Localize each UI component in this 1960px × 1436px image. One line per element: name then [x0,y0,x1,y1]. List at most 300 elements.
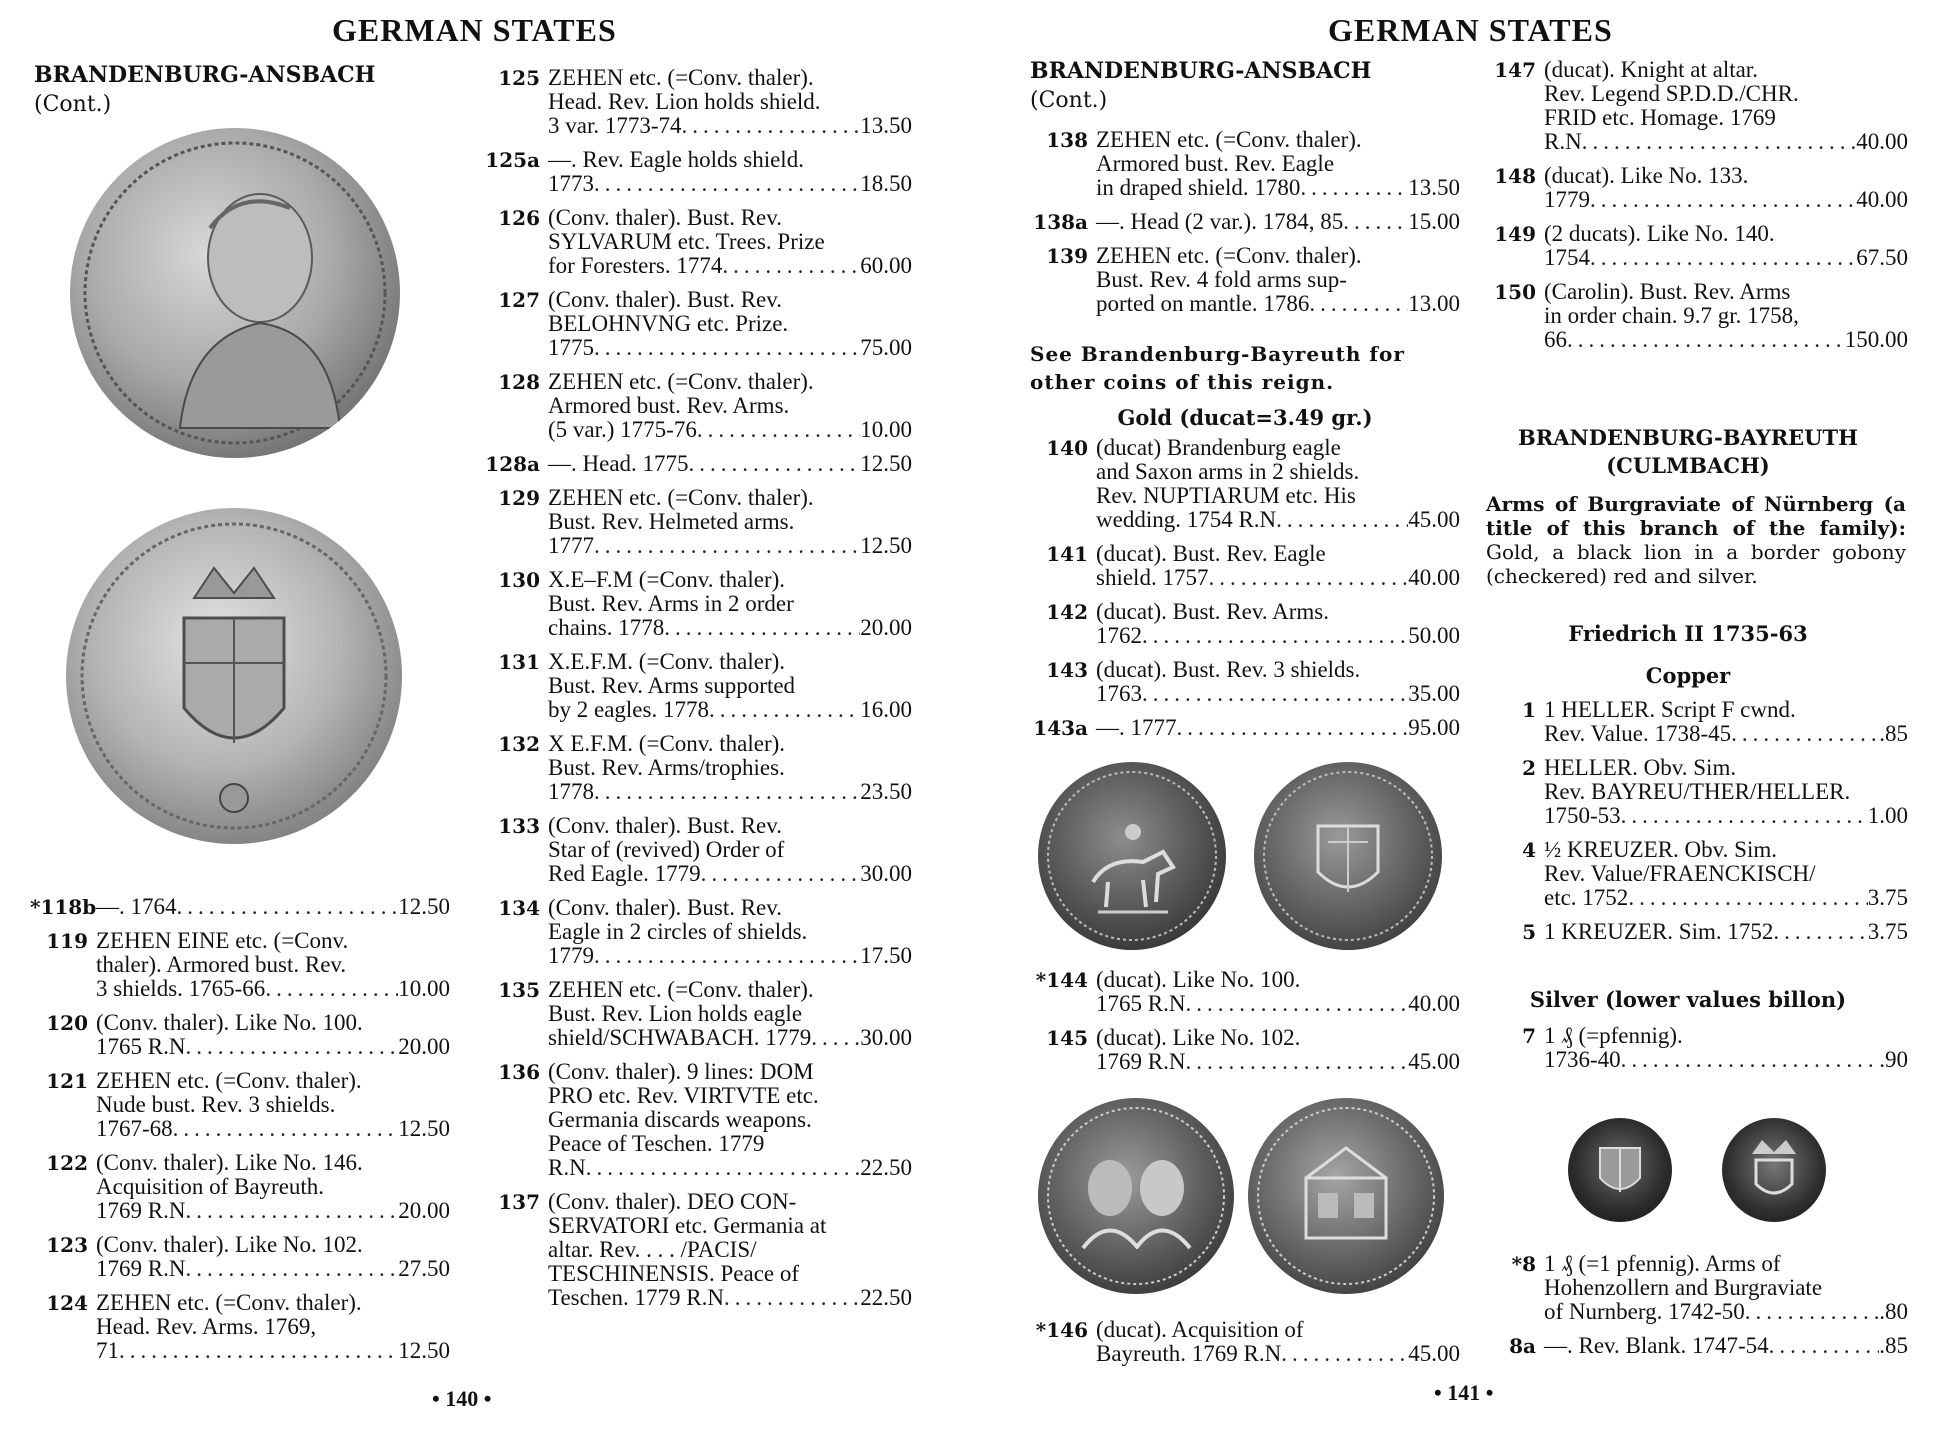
price: 13.50 [860,113,912,138]
page-header: GERMAN STATES [332,12,617,48]
two-busts-icon [1038,1098,1234,1294]
price: 15.00 [1408,209,1460,234]
entry-line: SYLVARUM etc. Trees. Prize [548,230,825,254]
entry-line: Nude bust. Rev. 3 shields. [96,1093,336,1117]
entry-line: and Saxon arms in 2 shields. [1096,460,1360,484]
price: 45.00 [1408,507,1460,532]
catalog-entry [482,732,912,804]
crown-shield-icon [1722,1118,1826,1222]
entry-line: 1750-53 [1544,803,1621,828]
entry-last-line [1544,328,1908,352]
entry-last-line [96,1035,450,1059]
silver-entries-a [1478,1024,1908,1082]
entry-line: ½ KREUZER. Obv. Sim. [1544,838,1777,862]
entry-line: (ducat). Knight at altar. [1544,58,1758,82]
catalog-entry [482,978,912,1050]
entry-line: ported on mantle. 1786 [1096,291,1310,316]
catalog-number: 134 [498,896,540,920]
entry-line: Armored bust. Rev. Arms. [548,394,790,418]
entry-line: (Conv. thaler). Like No. 102. [96,1233,363,1257]
monument-icon [1248,1098,1444,1294]
dot-leader [1276,508,1408,532]
catalog-number: 2 [1522,756,1536,780]
entry-line: (ducat). Like No. 133. [1544,164,1749,188]
entry-line: (ducat). Like No. 102. [1096,1026,1301,1050]
price: 35.00 [1408,681,1460,706]
left-col2-entries [482,66,912,1320]
gold-heading: Gold (ducat=3.49 gr.) [1117,405,1373,430]
entry-line: 1 ₰ (=1 pfennig). Arms of [1544,1252,1781,1276]
catalog-entry [482,1060,912,1180]
dot-leader [811,1026,860,1050]
price: .80 [1879,1299,1908,1324]
entry-line: —. 1777 [1096,715,1177,740]
dot-leader [1590,246,1856,270]
dot-leader [185,1035,398,1059]
price: .85 [1879,1333,1908,1358]
catalog-entry [1030,968,1460,1016]
catalog-number: 123 [46,1233,88,1257]
catalog-description [1096,1026,1460,1074]
price: 16.00 [860,697,912,722]
entry-line: (ducat). Bust. Rev. 3 shields. [1096,658,1361,682]
section-title-line: BRANDENBURG-ANSBACH [1030,58,1372,84]
entry-line: wedding. 1754 R.N [1096,507,1277,532]
right-col2-a [1478,58,1908,362]
catalog-entry [1030,716,1460,740]
catalog-description [96,1011,450,1059]
arms-description-bold: Arms of Burgraviate of Nürnberg (a title of this branch of the family): [1486,492,1906,540]
catalog-description [548,288,912,360]
right-col1-d [1030,1318,1460,1376]
price: 150.00 [1844,327,1908,352]
page-header: GERMAN STATES [1328,12,1613,48]
catalog-description [1544,920,1908,944]
catalog-description [548,978,912,1050]
dot-leader [682,114,861,138]
entry-line: Armored bust. Rev. Eagle [1096,152,1335,176]
entry-line: Teschen. 1779 R.N [548,1285,724,1310]
dot-leader [1185,992,1408,1016]
entry-line: Rev. Value/FRAENCKISCH/ [1544,862,1816,886]
dot-leader [1621,1048,1880,1072]
entry-line: TESCHINENSIS. Peace of [548,1262,800,1286]
entry-line: 1769 R.N [96,1256,186,1281]
entry-line: X.E–F.M (=Conv. thaler). [548,568,786,592]
entry-last-line [548,1156,912,1180]
ducat-arms-image [1254,762,1442,950]
catalog-description [1096,600,1460,648]
see-note-line: other coins of this reign. [1030,370,1335,394]
catalog-description [1096,968,1460,1016]
dot-leader [709,698,860,722]
entry-last-line [1096,292,1460,316]
price: 10.00 [860,417,912,442]
catalog-description [548,1190,912,1310]
entry-last-line [1096,1342,1460,1366]
section-title-line: BRANDENBURG-ANSBACH [34,62,376,88]
bayreuth-title [1478,424,1898,480]
catalog-description [96,1291,450,1363]
entry-last-line [548,418,912,442]
entry-last-line [1544,130,1908,154]
dot-leader [1281,1342,1408,1366]
catalog-entry [1030,436,1460,532]
catalog-description [1096,716,1460,740]
catalog-entry [1030,244,1460,316]
entry-line: (Conv. thaler). Bust. Rev. [548,288,783,312]
catalog-description [548,148,912,196]
coat-of-arms-icon [66,508,402,844]
catalog-number: 122 [46,1151,88,1175]
price: 1.00 [1867,803,1908,828]
price: 60.00 [860,253,912,278]
entry-line: ZEHEN etc. (=Conv. thaler). [548,66,814,90]
price: 23.50 [860,779,912,804]
dot-leader [1177,716,1409,740]
entry-line: ZEHEN EINE etc. (=Conv. [96,929,349,953]
price: 22.50 [860,1285,912,1310]
catalog-entry [1478,164,1908,212]
catalog-number: 139 [1046,244,1088,268]
catalog-number: 140 [1046,436,1088,460]
entry-last-line [548,944,912,968]
catalog-description [1544,1252,1908,1324]
catalog-number: 141 [1046,542,1088,566]
catalog-entry [1478,222,1908,270]
entry-last-line [1544,1048,1908,1072]
entry-line: Bayreuth. 1769 R.N [1096,1341,1282,1366]
dot-leader [1300,176,1408,200]
catalog-entry [1030,210,1460,234]
dot-leader [724,1286,860,1310]
price: 12.50 [398,1338,450,1363]
catalog-description [548,370,912,442]
price: 17.50 [860,943,912,968]
catalog-entry [482,568,912,640]
entry-line: Head. Rev. Lion holds shield. [548,90,821,114]
catalog-description [1544,1334,1908,1358]
price: 20.00 [860,615,912,640]
catalog-number: 125a [485,148,540,172]
entry-last-line [1544,722,1908,746]
entry-line: 1767-68 [96,1116,173,1141]
catalog-entry [30,1291,450,1363]
entry-line: R.N [548,1155,586,1180]
price: 12.50 [860,533,912,558]
entry-last-line [1544,920,1908,944]
catalog-number: 130 [498,568,540,592]
entry-line: Bust. Rev. Helmeted arms. [548,510,795,534]
catalog-number: 143 [1046,658,1088,682]
entry-line: R.N [1544,129,1582,154]
catalog-entry [482,206,912,278]
catalog-description [96,895,450,919]
entry-line: (Conv. thaler). 9 lines: DOM [548,1060,814,1084]
entry-last-line [1544,804,1908,828]
see-note-line: See Brandenburg-Bayreuth for [1030,342,1405,366]
entry-last-line [1096,716,1460,740]
catalog-description [1096,1318,1460,1366]
entry-line: Rev. Value. 1738-45 [1544,721,1732,746]
dot-leader [1343,210,1408,234]
entry-line: Hohenzollern and Burgraviate [1544,1276,1823,1300]
dot-leader [185,1199,398,1223]
entry-line: 3 shields. 1765-66 [96,976,266,1001]
catalog-description [1096,436,1460,532]
entry-line: (Conv. thaler). Bust. Rev. [548,206,783,230]
catalog-entry [30,1011,450,1059]
catalog-entry [1478,1024,1908,1072]
dot-leader [119,1339,398,1363]
price: 12.50 [398,894,450,919]
dot-leader [1590,188,1856,212]
dot-leader [594,780,860,804]
catalog-number: 131 [498,650,540,674]
price: 30.00 [860,861,912,886]
entry-line: (Conv. thaler). Bust. Rev. [548,896,783,920]
dot-leader [1208,566,1408,590]
catalog-entry [1030,128,1460,200]
entry-line: Acquisition of Bayreuth. [96,1175,325,1199]
catalog-number: *144 [1035,968,1088,992]
entry-line: (Conv. thaler). DEO CON- [548,1190,797,1214]
entry-line: 1736-40 [1544,1047,1621,1072]
price: 27.50 [398,1256,450,1281]
entry-line: shield/SCHWABACH. 1779 [548,1025,812,1050]
shield-icon [1568,1118,1672,1222]
entry-line: —. Head (2 var.). 1784, 85 [1096,209,1344,234]
left-col1-entries [30,895,450,1373]
entry-last-line [1544,246,1908,270]
catalog-number: 138a [1033,210,1088,234]
entry-last-line [1096,1050,1460,1074]
dot-leader [1628,886,1867,910]
entry-line: Bust. Rev. Arms supported [548,674,796,698]
entry-line: 1777 [548,533,594,558]
dot-leader [1567,328,1845,352]
entry-line: (ducat) Brandenburg eagle [1096,436,1341,460]
catalog-description [1096,210,1460,234]
entry-last-line [1096,508,1460,532]
shield-icon [1254,762,1442,950]
dot-leader [722,254,860,278]
catalog-description [548,896,912,968]
catalog-description [548,1060,912,1180]
catalog-description [548,814,912,886]
dot-leader [689,452,861,476]
entry-line: Rev. Legend SP.D.D./CHR. [1544,82,1799,106]
price: 40.00 [1856,129,1908,154]
entry-line: 1763 [1096,681,1142,706]
entry-line: (Conv. thaler). Bust. Rev. [548,814,783,838]
entry-line: 1775 [548,335,594,360]
catalog-description [1544,698,1908,746]
catalog-number: 127 [498,288,540,312]
catalog-number: 5 [1522,920,1536,944]
entry-line: 3 var. 1773-74 [548,113,682,138]
catalog-number: 137 [498,1190,540,1214]
catalog-description [548,650,912,722]
catalog-description [1096,128,1460,200]
entry-line: thaler). Armored bust. Rev. [96,953,347,977]
entry-last-line [1096,176,1460,200]
entry-line: Rev. NUPTIARUM etc. His [1096,484,1356,508]
catalog-entry [30,895,450,919]
right-page [1000,0,1960,1436]
pfennig-reverse-image [1722,1118,1826,1222]
entry-line: HELLER. Obv. Sim. [1544,756,1737,780]
copper-heading: Copper [1645,663,1731,688]
price: 3.75 [1867,885,1908,910]
catalog-number: 136 [498,1060,540,1084]
entry-line: Head. Rev. Arms. 1769, [96,1315,317,1339]
entry-last-line [1544,1300,1908,1324]
section-title-line: (Cont.) [1030,88,1108,113]
price: 3.75 [1867,919,1908,944]
entry-line: —. Head. 1775 [548,451,689,476]
price: 95.00 [1408,715,1460,740]
dot-leader [185,1257,398,1281]
entry-line: —. 1764 [96,894,177,919]
entry-last-line [1096,566,1460,590]
right-col1-b [1030,436,1460,750]
price: 20.00 [398,1034,450,1059]
catalog-description [96,1233,450,1281]
catalog-entry [482,370,912,442]
catalog-description [548,452,912,476]
silver-entries-b [1478,1252,1908,1368]
catalog-number: 132 [498,732,540,756]
entry-line: for Foresters. 1774 [548,253,723,278]
entry-line: altar. Rev. . . . /PACIS/ [548,1238,757,1262]
horseman-icon [1038,762,1226,950]
price: 12.50 [398,1116,450,1141]
catalog-number: 147 [1494,58,1536,82]
catalog-number: 119 [46,929,88,953]
entry-line: Bust. Rev. 4 fold arms sup- [1096,268,1347,292]
entry-last-line [548,1286,912,1310]
catalog-entry [1478,1334,1908,1358]
arms-description [1486,492,1906,588]
entry-line: of Nurnberg. 1742-50 [1544,1299,1745,1324]
entry-line: ZEHEN etc. (=Conv. thaler). [548,370,814,394]
dot-leader [594,336,860,360]
catalog-description [1544,756,1908,828]
entry-line: ZEHEN etc. (=Conv. thaler). [548,978,814,1002]
ducat-monument-image [1248,1098,1444,1294]
price: .90 [1879,1047,1908,1072]
catalog-description [1544,838,1908,910]
entry-line: (ducat). Bust. Rev. Eagle [1096,542,1326,566]
left-page [0,0,960,1436]
coin-reverse-image [66,508,402,844]
catalog-number: 138 [1046,128,1088,152]
entry-line: ZEHEN etc. (=Conv. thaler). [548,486,814,510]
catalog-number: 121 [46,1069,88,1093]
entry-line: BELOHNVNG etc. Prize. [548,312,789,336]
price: 45.00 [1408,1049,1460,1074]
dot-leader [594,944,860,968]
dot-leader [1582,130,1857,154]
entry-line: —. Rev. Eagle holds shield. [548,148,804,172]
dot-leader [173,1117,399,1141]
bust-icon [70,128,400,458]
entry-line: in draped shield. 1780 [1096,175,1301,200]
ruler-heading: Friedrich II 1735-63 [1568,621,1808,646]
dot-leader [697,418,860,442]
catalog-number: 142 [1046,600,1088,624]
entry-line: 1765 R.N [1096,991,1186,1016]
price: 12.50 [860,451,912,476]
dot-leader [586,1156,861,1180]
catalog-description [96,1069,450,1141]
silver-heading: Silver (lower values billon) [1529,987,1847,1012]
catalog-description [1544,1024,1908,1072]
entry-line: ZEHEN etc. (=Conv. thaler). [96,1069,362,1093]
entry-last-line [1096,624,1460,648]
entry-last-line [548,780,912,804]
catalog-number: 8a [1509,1334,1536,1358]
entry-line: Red Eagle. 1779 [548,861,701,886]
dot-leader [1309,292,1408,316]
catalog-description [548,66,912,138]
catalog-description [548,486,912,558]
entry-line: (ducat). Acquisition of [1096,1318,1304,1342]
entry-line: 1778 [548,779,594,804]
entry-last-line [548,862,912,886]
section-title [1030,56,1371,116]
entry-last-line [548,616,912,640]
entry-line: 66 [1544,327,1567,352]
entry-line: 1769 R.N [96,1198,186,1223]
pfennig-obverse-image [1568,1118,1672,1222]
dot-leader [1773,920,1867,944]
catalog-number: 120 [46,1011,88,1035]
catalog-number: *8 [1511,1252,1536,1276]
catalog-entry [482,486,912,558]
dot-leader [701,862,861,886]
entry-line: etc. 1752 [1544,885,1629,910]
entry-last-line [548,254,912,278]
catalog-description [1544,58,1908,154]
catalog-entry [1478,756,1908,828]
catalog-description [1544,222,1908,270]
catalog-entry [1030,1026,1460,1074]
price: 67.50 [1856,245,1908,270]
price: 50.00 [1408,623,1460,648]
catalog-description [548,206,912,278]
entry-line: ZEHEN etc. (=Conv. thaler). [1096,244,1362,268]
catalog-number: 148 [1494,164,1536,188]
entry-line: shield. 1757 [1096,565,1209,590]
catalog-number: *146 [1035,1318,1088,1342]
section-title [34,60,375,120]
dot-leader [1621,804,1868,828]
entry-line: ZEHEN etc. (=Conv. thaler). [96,1291,362,1315]
catalog-entry [482,148,912,196]
arms-description-rest: Gold, a black lion in a border gobony (checkered) red and silver. [1486,540,1906,588]
section-title-line: (Cont.) [34,92,112,117]
price: 13.00 [1408,291,1460,316]
entry-line: 1 ₰ (=pfennig). [1544,1024,1683,1048]
entry-line: chains. 1778 [548,615,665,640]
entry-line: Bust. Rev. Arms/trophies. [548,756,785,780]
entry-line: X E.F.M. (=Conv. thaler). [548,732,786,756]
catalog-entry [1030,600,1460,648]
entry-line: 1754 [1544,245,1590,270]
entry-last-line [1096,210,1460,234]
